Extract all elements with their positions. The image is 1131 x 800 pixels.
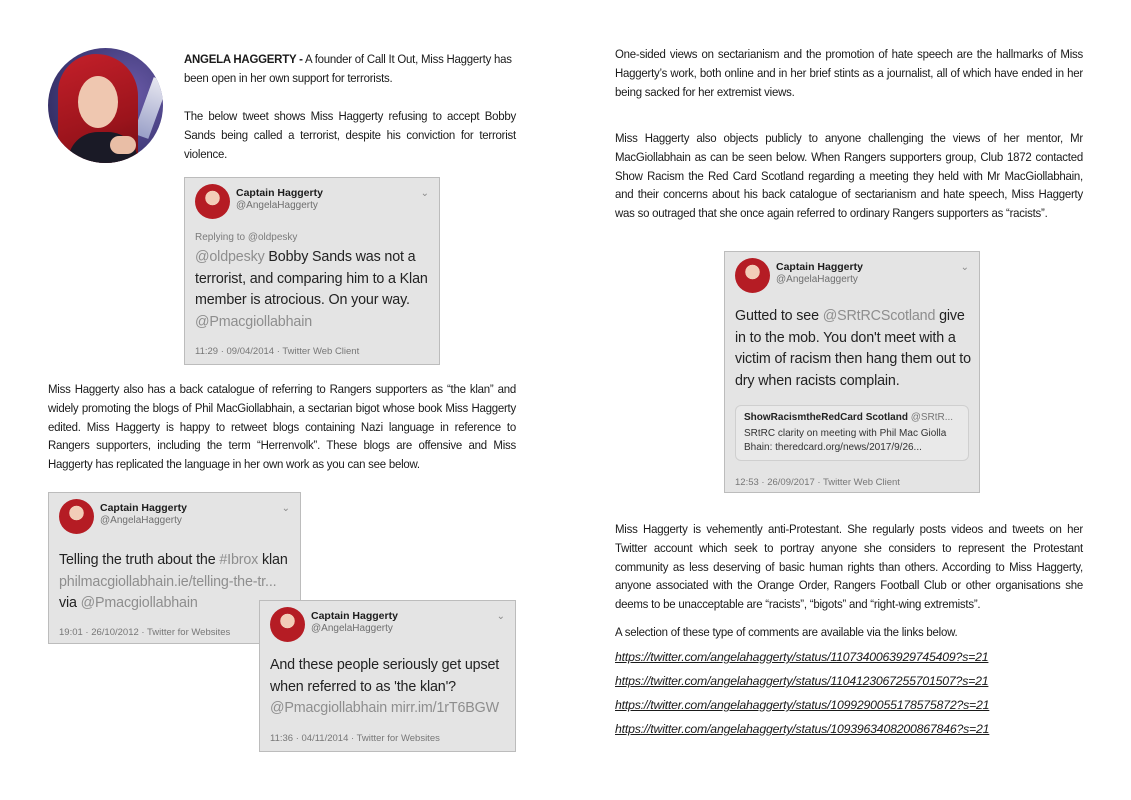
tweet-avatar [270, 607, 305, 642]
chevron-down-icon[interactable]: ⌄ [281, 503, 290, 514]
chevron-down-icon[interactable]: ⌄ [420, 188, 429, 199]
tweet-line: dry when racists complain. [735, 373, 900, 390]
photo-hand [110, 136, 136, 154]
links-intro: A selection of these type of comments are available via the links below. [615, 625, 958, 639]
chevron-down-icon[interactable]: ⌄ [496, 611, 505, 622]
status-link[interactable]: https://twitter.com/angelahaggerty/status/1104123067255701507?s=21 [615, 674, 989, 688]
hate-speech-paragraph [615, 45, 1083, 101]
tweet-mention[interactable]: @Pmacgiollabhain [80, 595, 198, 612]
tweet-line: victim of racism then hang them out to [735, 351, 971, 368]
chevron-down-icon[interactable]: ⌄ [960, 262, 969, 273]
anti-protestant-paragraph [615, 520, 1083, 614]
tweet-author-name: Captain Haggerty [311, 610, 398, 622]
mentor-paragraph [615, 129, 1083, 223]
tweet-footer: 19:01 · 26/10/2012 · Twitter for Websites [59, 627, 231, 638]
tweet-author-handle: @AngelaHaggerty [100, 515, 182, 526]
tweet-line: in to the mob. You don't meet with a [735, 329, 956, 346]
tweet-line: Bobby Sands was not a [264, 249, 416, 265]
tweet-mention[interactable]: @SRtRCScotland [822, 308, 936, 324]
profile-photo [48, 48, 163, 163]
tweet-text: via [59, 595, 81, 612]
tweet-author-handle: @AngelaHaggerty [311, 623, 393, 634]
tweet-author-handle: @AngelaHaggerty [236, 200, 318, 211]
tweet-footer: 12:53 · 26/09/2017 · Twitter Web Client [735, 477, 900, 488]
tweet-body [270, 655, 499, 720]
tweet-author-name: Captain Haggerty [236, 187, 323, 199]
tweet-author-name: Captain Haggerty [100, 502, 187, 514]
card-line: Bhain: theredcard.org/news/2017/9/26... [744, 442, 922, 453]
tweet-line: terrorist, and comparing him to a Klan [195, 270, 428, 287]
tweet-avatar [59, 499, 94, 534]
card-description [744, 427, 960, 455]
tweet-author-name: Captain Haggerty [776, 261, 863, 273]
status-link[interactable]: https://twitter.com/angelahaggerty/status/1099290055178575872?s=21 [615, 698, 990, 712]
tweet-body [735, 306, 971, 393]
tweet-reply-context [195, 232, 297, 243]
card-line: SRtRC clarity on meeting with Phil Mac Giolla [744, 428, 947, 439]
tweet-footer: 11:29 · 09/04/2014 · Twitter Web Client [195, 346, 360, 357]
hate-speech-text: One-sided views on sectarianism and the promotion of hate speech are the hallmarks of Miss Haggerty’s work, both online and in her brief stints as a journalist, all of which have ended in her being sacked for her extremist views. [615, 47, 1083, 99]
subject-name: ANGELA HAGGERTY - [184, 52, 303, 66]
bobby-sands-paragraph [184, 107, 516, 163]
tweet-text: Telling the truth about the [59, 552, 220, 568]
mentor-text: Miss Haggerty also objects publicly to anyone challenging the views of her mentor, Mr MacGiollabhain as can be seen below. When Rangers supporters group, Club 1872 contacted Show Racism the Red Card Scotland regarding a meeting they held with Mr MacGiollabhain, and their concerns about his back catalogue of sectarianism and hate speech, Miss Haggerty was so outraged that she once again referred to ordinary Rangers supporters as “racists”. [615, 131, 1083, 221]
card-title [744, 412, 960, 423]
photo-face [78, 76, 118, 128]
tweet-text: klan [258, 552, 288, 568]
card-account-handle: @SRtR... [910, 412, 954, 423]
tweet-the-klan [259, 600, 516, 752]
tweet-text: give [935, 308, 965, 324]
link-preview-card[interactable] [735, 405, 969, 461]
anti-protestant-text: Miss Haggerty is vehemently anti-Protestant. She regularly posts videos and tweets on her Twitter account which seek to portray anyone she considers to represent the Protestant community as less deserving of basic human rights than others. According to Miss Haggerty, anyone associated with the Orange Order, Rangers Football Club or other organisations she deems to be unacceptable are “racists”, “bigots” and “right-wing extremists”. [615, 522, 1083, 612]
tweet-body [195, 247, 428, 334]
tweet-mention[interactable]: @Pmacgiollabhain [195, 314, 313, 331]
tweet-text: Gutted to see [735, 308, 823, 324]
tweet-line: And these people seriously get upset [270, 657, 500, 673]
tweet-author-handle: @AngelaHaggerty [776, 274, 858, 285]
tweet-bobby-sands [184, 177, 440, 365]
bobby-sands-text: The below tweet shows Miss Haggerty refusing to accept Bobby Sands being called a terrorist, despite his conviction for terrorist violence. [184, 109, 516, 161]
tweet-mention[interactable]: @oldpesky [195, 249, 265, 265]
intro-paragraph [184, 50, 516, 88]
tweet-footer: 11:36 · 04/11/2014 · Twitter for Websites [270, 733, 440, 744]
tweet-link[interactable]: @Pmacgiollabhain mirr.im/1rT6BGW [270, 700, 499, 717]
klan-paragraph [48, 380, 516, 474]
tweet-avatar [735, 258, 770, 293]
reply-prefix: Replying to [195, 232, 248, 243]
tweet-body [59, 550, 288, 615]
tweet-avatar [195, 184, 230, 219]
card-account-name: ShowRacismtheRedCard Scotland [744, 412, 908, 423]
status-link[interactable]: https://twitter.com/angelahaggerty/status/1093963408200867846?s=21 [615, 722, 990, 736]
status-link[interactable]: https://twitter.com/angelahaggerty/status/1107340063929745409?s=21 [615, 650, 989, 664]
intro-text: A founder of Call It Out, Miss Haggerty has been open in her own support for terrorists. [184, 52, 512, 85]
tweet-hashtag[interactable]: #Ibrox [219, 552, 259, 568]
klan-text: Miss Haggerty also has a back catalogue of referring to Rangers supporters as “the klan” and widely promoting the blogs of Phil MacGiollabhain, a sectarian bigot whose book Miss Haggerty edited. Miss Haggerty is happy to retweet blogs containing Nazi language in reference to Rangers supporters, including the term “Herrenvolk”. These blogs are offensive and Miss Haggerty has replicated the language in her own work as you can see below. [48, 382, 516, 472]
tweet-srtrc [724, 251, 980, 493]
tweet-line: member is atrocious. On your way. [195, 292, 410, 309]
tweet-link[interactable]: philmacgiollabhain.ie/telling-the-tr... [59, 573, 277, 590]
reply-to-handle[interactable]: @oldpesky [247, 232, 298, 243]
tweet-line: when referred to as 'the klan'? [270, 678, 456, 695]
links-list [615, 645, 1083, 741]
